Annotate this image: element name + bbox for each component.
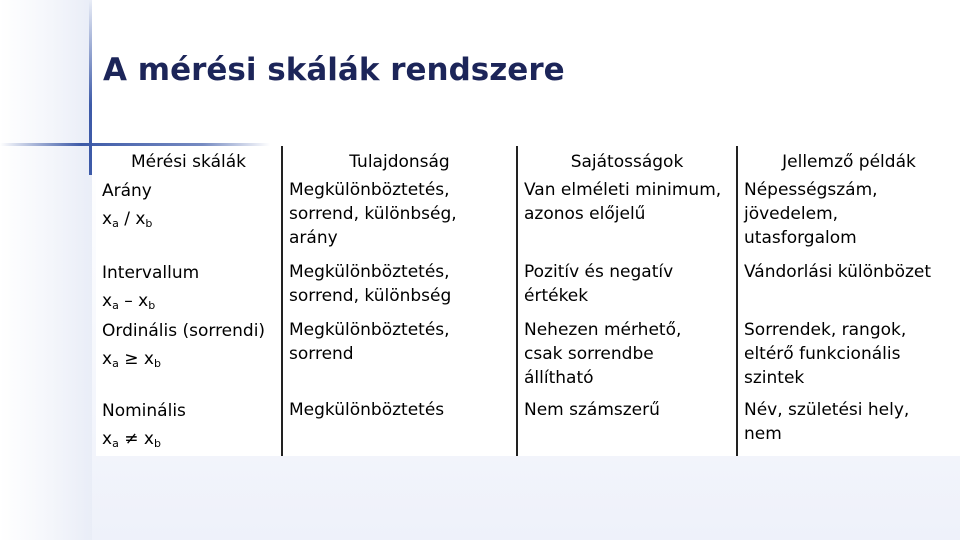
scale-name: Arány bbox=[102, 181, 152, 201]
features-cell: Van elméleti minimum, azonos előjelű bbox=[517, 178, 737, 260]
scale-cell bbox=[96, 260, 282, 318]
scale-cell bbox=[96, 398, 282, 456]
scale-name: Intervallum bbox=[102, 263, 200, 283]
examples-cell: Sorrendek, rangok, eltérő funkcionális szintek bbox=[737, 318, 960, 398]
scale-cell bbox=[96, 178, 282, 260]
examples-cell: Vándorlási különbözet bbox=[737, 260, 960, 318]
table-row bbox=[96, 318, 960, 398]
header-row bbox=[96, 146, 960, 178]
table-row bbox=[96, 398, 960, 456]
scales-table bbox=[96, 146, 960, 456]
scale-cell bbox=[96, 318, 282, 398]
property-cell: Megkülönböztetés, sorrend, különbség bbox=[282, 260, 517, 318]
scale-formula: $x_a \ne x_b$ bbox=[102, 429, 161, 450]
features-cell: Nem számszerű bbox=[517, 398, 737, 456]
examples-cell: Népességszám, jövedelem, utasforgalom bbox=[737, 178, 960, 260]
left-decor-band bbox=[0, 0, 92, 540]
scale-formula: $x_a / x_b$ bbox=[102, 209, 153, 230]
features-cell: Pozitív és negatív értékek bbox=[517, 260, 737, 318]
header-cell: Sajátosságok bbox=[517, 146, 737, 178]
slide-title: A mérési skálák rendszere bbox=[103, 52, 565, 88]
property-cell: Megkülönböztetés, sorrend, különbség, arány bbox=[282, 178, 517, 260]
scale-name: Nominális bbox=[102, 401, 186, 421]
scale-formula: $x_a - x_b$ bbox=[102, 291, 156, 312]
table-row bbox=[96, 260, 960, 318]
features-cell: Nehezen mérhető, csak sorrendbe állítható bbox=[517, 318, 737, 398]
vertical-accent-line bbox=[89, 0, 92, 175]
property-cell: Megkülönböztetés, sorrend bbox=[282, 318, 517, 398]
header-cell: Tulajdonság bbox=[282, 146, 517, 178]
examples-cell: Név, születési hely, nem bbox=[737, 398, 960, 456]
table-row bbox=[96, 178, 960, 260]
header-cell: Jellemző példák bbox=[737, 146, 960, 178]
property-cell: Megkülönböztetés bbox=[282, 398, 517, 456]
scale-name: Ordinális (sorrendi) bbox=[102, 321, 266, 341]
header-cell: Mérési skálák bbox=[96, 146, 282, 178]
scale-formula: $x_a \ge x_b$ bbox=[102, 349, 161, 370]
